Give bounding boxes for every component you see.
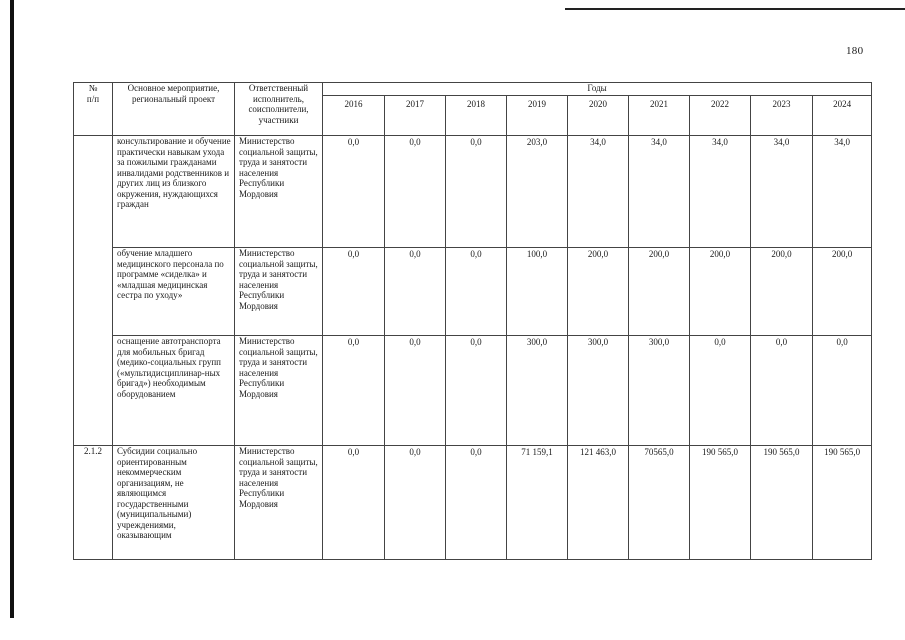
value-cell: 0,0 <box>385 336 446 446</box>
value-cell: 0,0 <box>385 248 446 336</box>
value-cell: 200,0 <box>568 248 629 336</box>
header-year: 2023 <box>751 96 813 136</box>
value-cell: 34,0 <box>690 136 751 248</box>
value-cell: 190 565,0 <box>690 446 751 560</box>
header-year: 2022 <box>690 96 751 136</box>
activity-cell: консультирование и обучение практически навыкам ухода за пожилыми гражданами инвалидами родственников и других лиц из близкого окружения, нуждающихся граждан <box>113 136 235 248</box>
table-row <box>74 248 872 336</box>
value-cell: 300,0 <box>629 336 690 446</box>
header-num: № п/п <box>74 83 113 136</box>
header-years-group: Годы <box>323 83 872 96</box>
activity-cell: Субсидии социально ориентированным некоммерческим организациям, не являющимся государственными (муниципальными) учреждениями, оказывающим <box>113 446 235 560</box>
value-cell: 71 159,1 <box>507 446 568 560</box>
value-cell: 0,0 <box>446 336 507 446</box>
header-year: 2024 <box>813 96 872 136</box>
table-row <box>74 336 872 446</box>
value-cell: 0,0 <box>690 336 751 446</box>
value-cell: 34,0 <box>568 136 629 248</box>
responsible-cell: Министерство социальной защиты, труда и занятости населения Республики Мордовия <box>235 446 323 560</box>
value-cell: 200,0 <box>629 248 690 336</box>
value-cell: 0,0 <box>751 336 813 446</box>
value-cell: 300,0 <box>568 336 629 446</box>
value-cell: 190 565,0 <box>751 446 813 560</box>
row-num-cell: 2.1.2 <box>74 446 113 560</box>
header-activity: Основное мероприятие, региональный проект <box>113 83 235 136</box>
value-cell: 34,0 <box>629 136 690 248</box>
activity-cell: оснащение автотранспорта для мобильных бригад (медико-социальных групп («мультидисциплинар-ных бригад») необходимым оборудованием <box>113 336 235 446</box>
value-cell: 0,0 <box>813 336 872 446</box>
value-cell: 0,0 <box>323 248 385 336</box>
header-year: 2020 <box>568 96 629 136</box>
header-year: 2017 <box>385 96 446 136</box>
value-cell: 0,0 <box>446 136 507 248</box>
page-number: 180 <box>846 45 864 57</box>
value-cell: 200,0 <box>813 248 872 336</box>
header-year: 2021 <box>629 96 690 136</box>
header-year: 2019 <box>507 96 568 136</box>
value-cell: 34,0 <box>813 136 872 248</box>
value-cell: 0,0 <box>323 136 385 248</box>
value-cell: 0,0 <box>446 248 507 336</box>
value-cell: 34,0 <box>751 136 813 248</box>
value-cell: 200,0 <box>690 248 751 336</box>
table-row <box>74 136 872 248</box>
value-cell: 70565,0 <box>629 446 690 560</box>
header-year: 2016 <box>323 96 385 136</box>
activity-cell: обучение младшего медицинского персонала по программе «сиделка» и «младшая медицинская сестра по уходу» <box>113 248 235 336</box>
scan-left-edge <box>10 0 14 618</box>
value-cell: 0,0 <box>323 336 385 446</box>
value-cell: 0,0 <box>385 446 446 560</box>
row-num-cell <box>74 136 113 446</box>
value-cell: 0,0 <box>385 136 446 248</box>
value-cell: 0,0 <box>446 446 507 560</box>
header-year: 2018 <box>446 96 507 136</box>
value-cell: 203,0 <box>507 136 568 248</box>
header-responsible: Ответственный исполнитель, соисполнители, участники <box>235 83 323 136</box>
value-cell: 0,0 <box>323 446 385 560</box>
responsible-cell: Министерство социальной защиты, труда и занятости населения Республики Мордовия <box>235 336 323 446</box>
value-cell: 190 565,0 <box>813 446 872 560</box>
value-cell: 300,0 <box>507 336 568 446</box>
value-cell: 121 463,0 <box>568 446 629 560</box>
scan-top-line <box>565 8 905 10</box>
responsible-cell: Министерство социальной защиты, труда и занятости населения Республики Мордовия <box>235 248 323 336</box>
value-cell: 200,0 <box>751 248 813 336</box>
responsible-cell: Министерство социальной защиты, труда и занятости населения Республики Мордовия <box>235 136 323 248</box>
table-row <box>74 446 872 560</box>
value-cell: 100,0 <box>507 248 568 336</box>
header-row-top <box>74 83 872 96</box>
budget-table <box>73 82 872 560</box>
